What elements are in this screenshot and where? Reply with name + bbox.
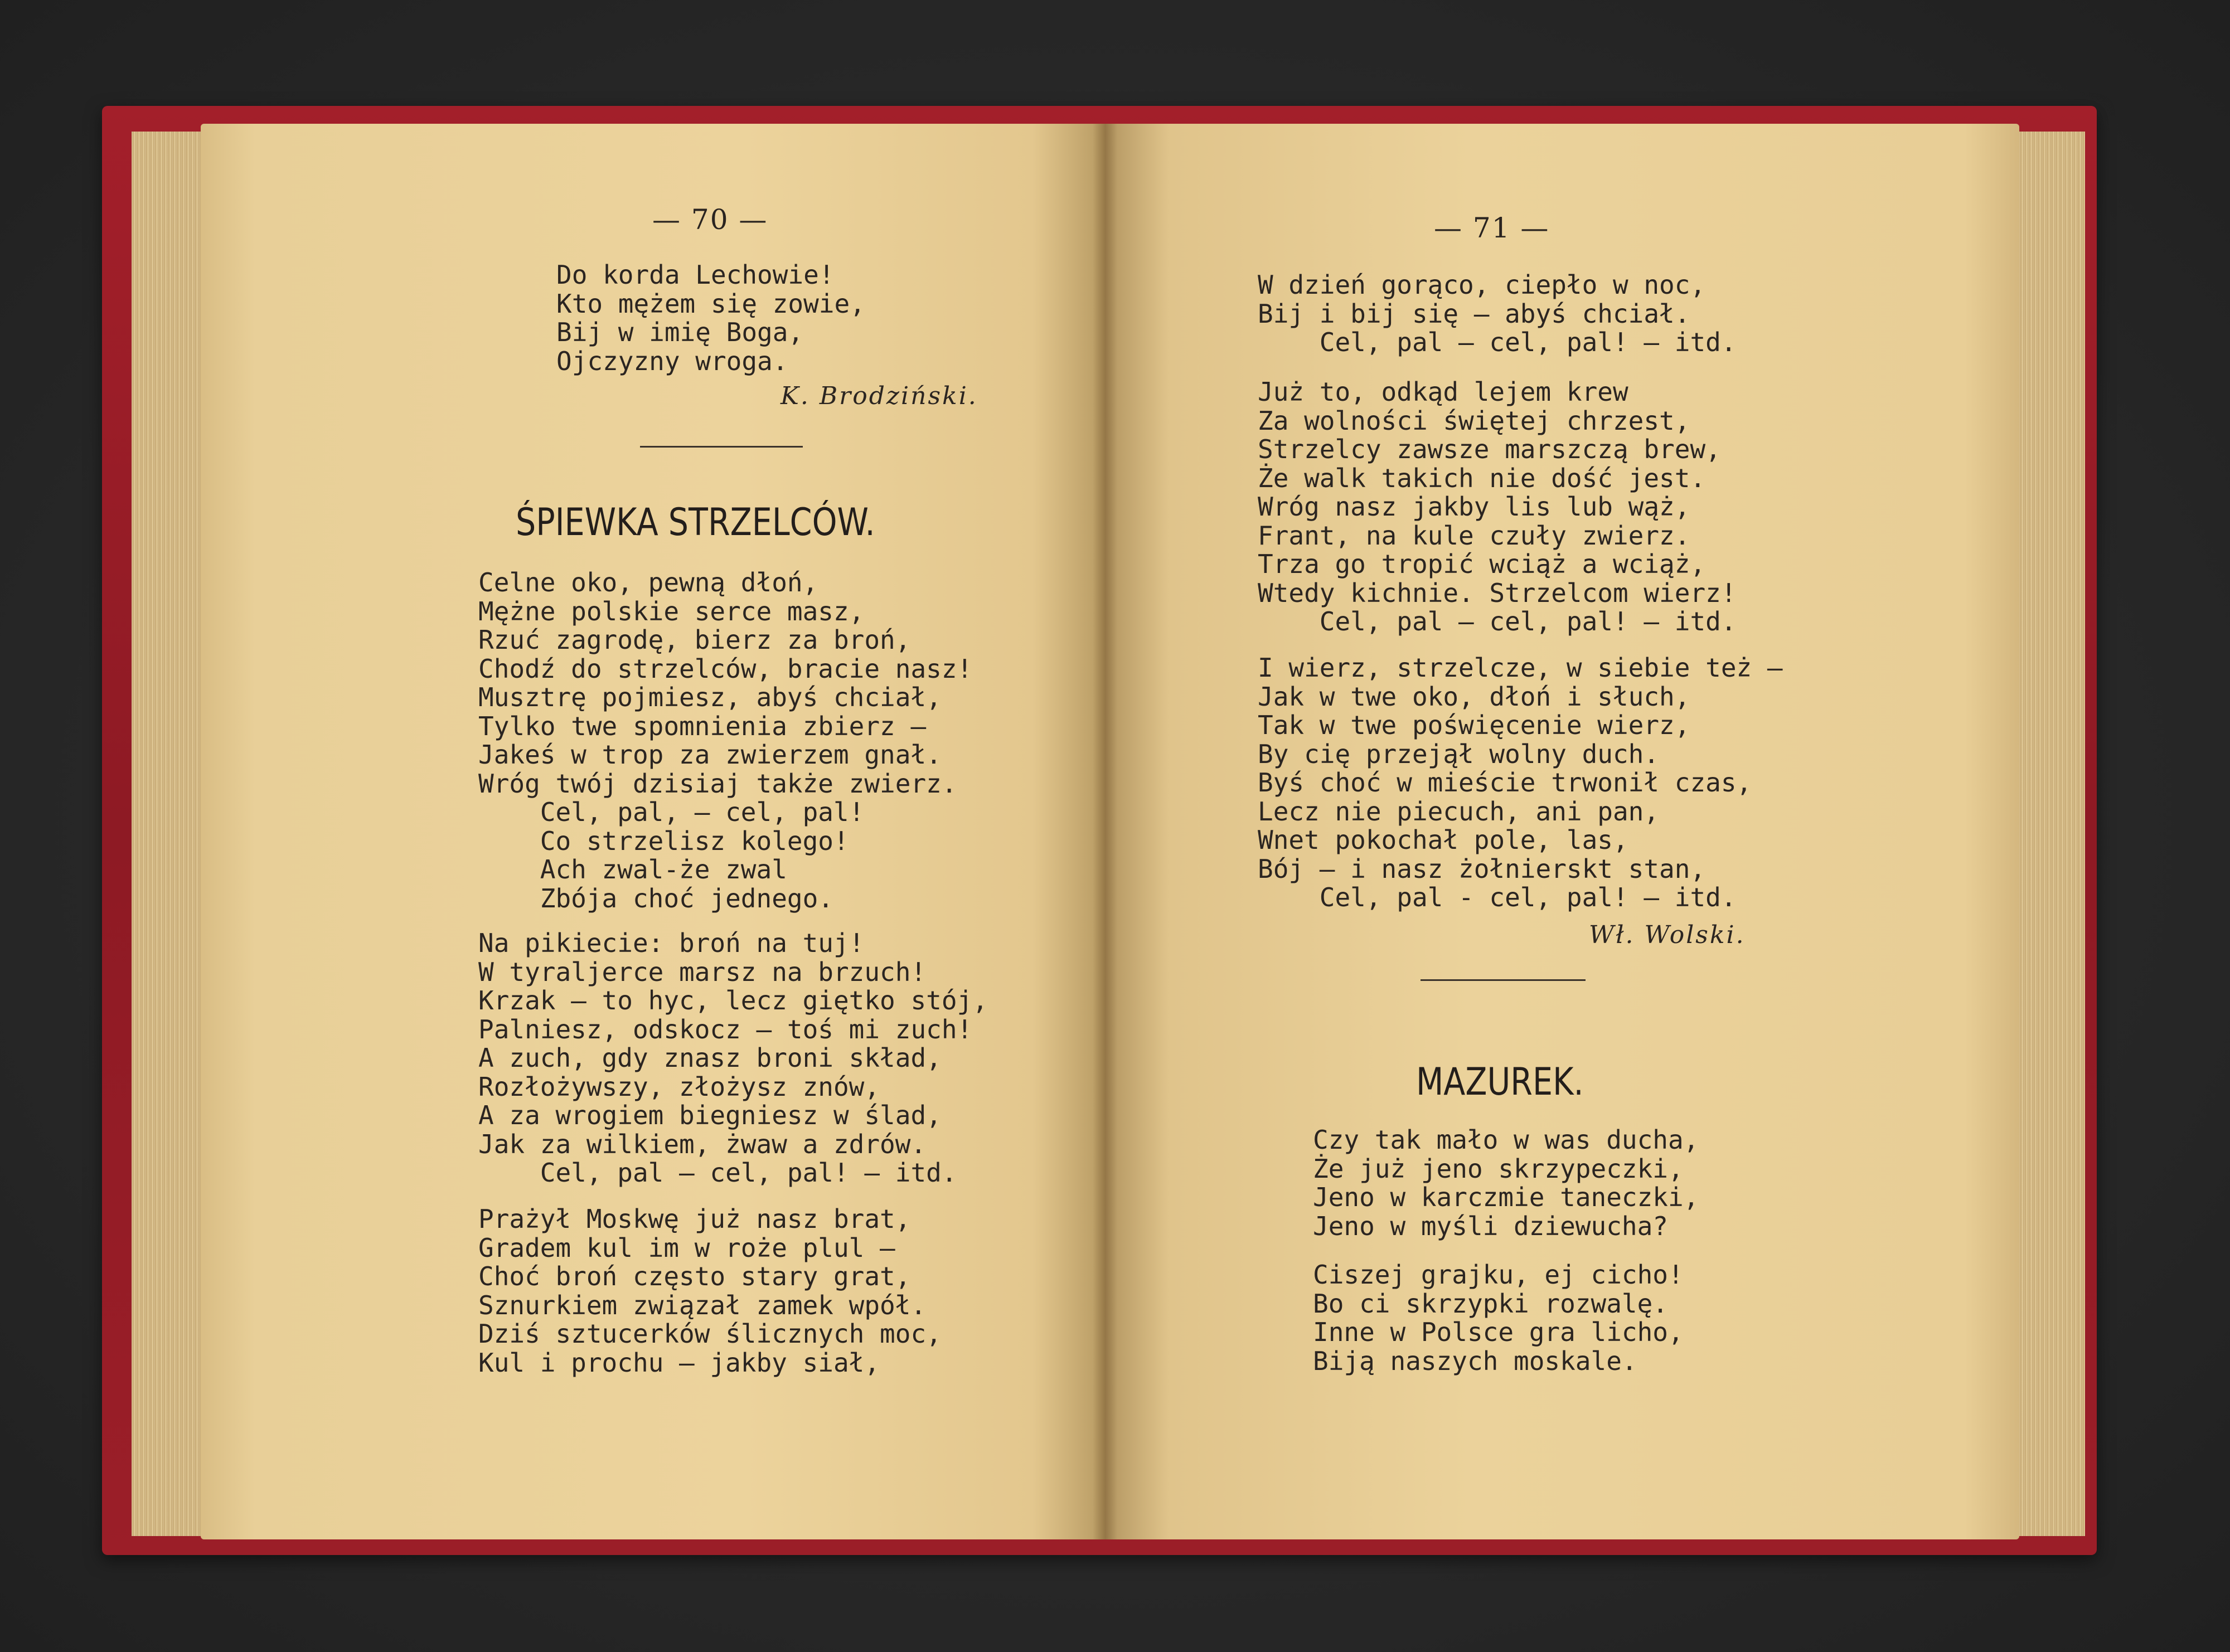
poem-stanza-right-5: Ciszej grajku, ej cicho! Bo ci skrzypki rozwalę. Inne w Polsce gra licho, Biją naszych moskale. — [1313, 1260, 1684, 1376]
poem-stanza-2: Na pikiecie: broń na tuj! W tyraljerce marsz na brzuch! Krzak — to hyc, lecz giętko stój, Palniesz, odskocz — toś mi zuch! A zuch, gdy znasz broni skład, Rozłożywszy, złożysz znów, A za wrogiem biegniesz w ślad, Jak za wilkiem, żwaw a zdrów. Cel, pal — cel, pal! — itd. — [478, 928, 988, 1188]
page-number-left: — 70 — — [652, 203, 768, 236]
page-number-right: — 71 — — [1434, 212, 1550, 244]
section-divider-left — [640, 446, 803, 448]
poem-stanza-right-3: I wierz, strzelcze, w siebie też — Jak w twe oko, dłoń i słuch, Tak w twe poświęcenie wierz, By cię przejął wolny duch. Byś choć w mieście trwonił czas, Lecz nie piecuch, ani pan, Wnet pokochał pole, las, Bój — i nasz żołnierskt stan, Cel, pal - cel, pal! — itd. — [1258, 653, 1783, 912]
poem-stanza-right-2: Już to, odkąd lejem krew Za wolności świętej chrzest, Strzelcy zawsze marszczą brew, Że walk takich nie dość jest. Wróg nasz jakby lis lub wąż, Frant, na kule czuły zwierz. Trza go tropić wciąż a wciąż, Wtedy kichnie. Strzelcom wierz! Cel, pal — cel, pal! — itd. — [1258, 377, 1737, 636]
poem-stanza-right-1: W dzień gorąco, ciepło w noc, Bij i bij się — abyś chciał. Cel, pal — cel, pal! — itd. — [1258, 270, 1737, 357]
book-gutter — [1093, 124, 1117, 1539]
author-signature-wolski: Wł. Wolski. — [1589, 921, 1746, 949]
section-divider-right — [1421, 979, 1586, 981]
author-signature-brodzinski: K. Brodziński. — [780, 382, 978, 410]
poem-ending-stanza: Do korda Lechowie! Kto mężem się zowie, Bij w imię Boga, Ojczyzny wroga. — [556, 260, 865, 376]
poem-stanza-3: Prażył Moskwę już nasz brat, Gradem kul im w roże plul — Choć broń często stary grat, Sznurkiem związał zamek wpół. Dziś sztucerków ślicznych moc, Kul i prochu — jakby siał, — [478, 1204, 942, 1378]
poem-stanza-right-4: Czy tak mało w was ducha, Że już jeno skrzypeczki, Jeno w karczmie taneczki, Jeno w myśli dziewucha? — [1313, 1125, 1699, 1241]
poem-stanza-1: Celne oko, pewną dłoń, Mężne polskie serce masz, Rzuć zagrodę, bierz za broń, Chodź do strzelców, bracie nasz! Musztrę pojmiesz, abyś chciał, Tylko twe spomnienia zbierz — Jakeś w trop za zwierzem gnał. Wróg twój dzisiaj także zwierz. Cel, pal, — cel, pal! Co strzelisz kolego! Ach zwal-że zwal Zbója choć jednego. — [478, 567, 973, 914]
poem-title-spiewka: ŚPIEWKA STRZELCÓW. — [516, 501, 875, 545]
poem-title-mazurek: MAZUREK. — [1416, 1060, 1584, 1104]
